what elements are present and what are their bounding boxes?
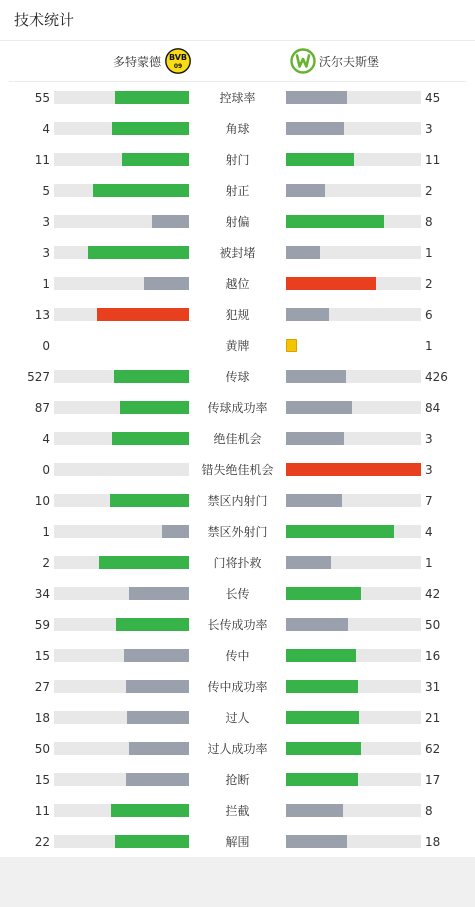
home-value: 50 (34, 742, 50, 756)
home-value: 3 (42, 246, 50, 260)
stat-row (0, 212, 475, 232)
stat-row (0, 398, 475, 418)
home-value: 0 (42, 463, 50, 477)
home-value: 4 (42, 432, 50, 446)
away-bar-fill (286, 711, 359, 724)
home-bar-track (54, 556, 189, 569)
stat-label: 被封堵 (219, 246, 256, 260)
away-bar-fill (286, 835, 347, 848)
away-value: 18 (425, 835, 441, 849)
home-bar-track (54, 184, 189, 197)
home-value: 87 (34, 401, 50, 415)
away-value: 8 (425, 215, 433, 229)
home-bar-track (54, 339, 189, 352)
away-bar-track (286, 339, 421, 352)
stat-row (0, 770, 475, 790)
home-bar-fill (129, 587, 189, 600)
home-bar-fill (115, 835, 189, 848)
home-value: 11 (34, 804, 50, 818)
vfl-wolfsburg-crest-icon (290, 48, 316, 74)
svg-text:BVB: BVB (168, 53, 188, 62)
home-bar-fill (93, 184, 189, 197)
away-bar-fill (286, 494, 342, 507)
stat-row (0, 553, 475, 573)
away-bar-track (286, 742, 421, 755)
stat-label: 抢断 (225, 773, 250, 787)
away-value: 2 (425, 277, 433, 291)
stat-label: 射偏 (225, 215, 250, 229)
away-value: 62 (425, 742, 441, 756)
yellow-card-icon (286, 339, 297, 352)
away-bar-track (286, 556, 421, 569)
stat-row (0, 119, 475, 139)
away-bar-track (286, 804, 421, 817)
home-bar-fill (120, 401, 189, 414)
stat-row (0, 336, 475, 356)
stat-label: 角球 (225, 122, 250, 136)
stat-label: 错失绝佳机会 (201, 463, 274, 477)
stat-row (0, 305, 475, 325)
away-bar-fill (286, 587, 361, 600)
stat-row (0, 832, 475, 852)
home-bar-fill (112, 432, 189, 445)
home-bar-fill (162, 525, 189, 538)
stat-row (0, 274, 475, 294)
stat-label: 黄牌 (225, 339, 250, 353)
away-bar-fill (286, 742, 361, 755)
away-bar-track (286, 525, 421, 538)
stat-label: 禁区外射门 (207, 525, 268, 539)
stat-label: 长传 (225, 587, 250, 601)
away-value: 6 (425, 308, 433, 322)
away-bar-track (286, 494, 421, 507)
away-value: 3 (425, 463, 433, 477)
stat-label: 禁区内射门 (207, 494, 268, 508)
away-bar-fill (286, 122, 344, 135)
away-value: 1 (425, 556, 433, 570)
away-bar-fill (286, 773, 358, 786)
away-value: 8 (425, 804, 433, 818)
away-value: 17 (425, 773, 441, 787)
home-value: 0 (42, 339, 50, 353)
away-bar-track (286, 587, 421, 600)
away-value: 45 (425, 91, 441, 105)
home-value: 1 (42, 277, 50, 291)
home-bar-track (54, 804, 189, 817)
away-bar-track (286, 153, 421, 166)
home-bar-track (54, 463, 189, 476)
home-bar-fill (111, 804, 189, 817)
home-bar-track (54, 494, 189, 507)
away-value: 21 (425, 711, 441, 725)
home-bar-fill (112, 122, 189, 135)
away-bar-track (286, 773, 421, 786)
home-bar-track (54, 742, 189, 755)
home-bar-track (54, 835, 189, 848)
home-value: 22 (34, 835, 50, 849)
away-bar-fill (286, 91, 347, 104)
stat-label: 传球成功率 (207, 401, 268, 415)
home-bar-track (54, 649, 189, 662)
home-value: 1 (42, 525, 50, 539)
home-value: 2 (42, 556, 50, 570)
stat-label: 越位 (225, 277, 250, 291)
home-team[interactable] (113, 48, 191, 74)
away-bar-fill (286, 153, 354, 166)
stat-label: 传中成功率 (207, 680, 268, 694)
home-bar-fill (129, 742, 189, 755)
away-value: 7 (425, 494, 433, 508)
away-bar-track (286, 370, 421, 383)
home-bar-track (54, 773, 189, 786)
home-value: 27 (34, 680, 50, 694)
stat-row (0, 429, 475, 449)
page-title: 技术统计 (0, 0, 475, 41)
away-bar-fill (286, 618, 348, 631)
stat-label: 门将扑救 (213, 556, 262, 570)
home-value: 15 (34, 649, 50, 663)
stat-row (0, 150, 475, 170)
away-value: 42 (425, 587, 441, 601)
away-bar-fill (286, 525, 394, 538)
away-bar-track (286, 215, 421, 228)
home-bar-track (54, 432, 189, 445)
away-bar-fill (286, 215, 384, 228)
home-value: 527 (27, 370, 50, 384)
away-bar-track (286, 401, 421, 414)
stat-row (0, 739, 475, 759)
home-value: 10 (34, 494, 50, 508)
home-bar-fill (97, 308, 189, 321)
away-value: 2 (425, 184, 433, 198)
home-value: 34 (34, 587, 50, 601)
stat-label: 传球 (225, 370, 250, 384)
home-value: 55 (34, 91, 50, 105)
bvb-crest-icon (165, 48, 191, 74)
home-bar-fill (126, 680, 189, 693)
home-team-name: 多特蒙德 (112, 54, 161, 69)
stat-row (0, 801, 475, 821)
stat-row (0, 615, 475, 635)
stat-row (0, 88, 475, 108)
stat-label: 过人 (225, 711, 250, 725)
home-bar-fill (110, 494, 189, 507)
stat-row (0, 367, 475, 387)
stat-label: 绝佳机会 (213, 432, 262, 446)
teams-header (9, 41, 466, 82)
home-bar-track (54, 153, 189, 166)
home-value: 4 (42, 122, 50, 136)
home-bar-track (54, 246, 189, 259)
away-value: 16 (425, 649, 441, 663)
stat-row (0, 460, 475, 480)
away-value: 1 (425, 246, 433, 260)
away-value: 3 (425, 122, 433, 136)
away-value: 11 (425, 153, 441, 167)
home-bar-track (54, 525, 189, 538)
away-bar-track (286, 649, 421, 662)
home-bar-track (54, 370, 189, 383)
home-bar-fill (88, 246, 189, 259)
stat-row (0, 646, 475, 666)
away-value: 4 (425, 525, 433, 539)
away-bar-fill (286, 804, 343, 817)
away-bar-track (286, 432, 421, 445)
stat-row (0, 243, 475, 263)
away-bar-track (286, 184, 421, 197)
home-bar-fill (115, 91, 189, 104)
home-bar-fill (126, 773, 189, 786)
away-bar-fill (286, 246, 320, 259)
away-value: 50 (425, 618, 441, 632)
away-bar-track (286, 308, 421, 321)
home-value: 18 (34, 711, 50, 725)
stat-label: 射正 (225, 184, 250, 198)
stat-row (0, 181, 475, 201)
away-value: 426 (425, 370, 448, 384)
away-team-name: 沃尔夫斯堡 (319, 54, 380, 69)
home-bar-fill (122, 153, 190, 166)
stat-label: 射门 (225, 153, 250, 167)
home-value: 13 (34, 308, 50, 322)
home-bar-track (54, 122, 189, 135)
home-bar-track (54, 711, 189, 724)
home-bar-track (54, 91, 189, 104)
away-bar-fill (286, 184, 325, 197)
home-bar-track (54, 618, 189, 631)
away-bar-fill (286, 277, 376, 290)
home-bar-track (54, 215, 189, 228)
away-bar-track (286, 618, 421, 631)
stat-label: 控球率 (219, 91, 256, 105)
home-bar-fill (99, 556, 189, 569)
away-bar-fill (286, 649, 356, 662)
home-value: 15 (34, 773, 50, 787)
stat-row (0, 491, 475, 511)
away-value: 3 (425, 432, 433, 446)
stat-label: 拦截 (225, 804, 250, 818)
away-bar-fill (286, 401, 352, 414)
home-bar-track (54, 680, 189, 693)
home-bar-track (54, 587, 189, 600)
stat-row (0, 708, 475, 728)
home-value: 11 (34, 153, 50, 167)
away-bar-track (286, 835, 421, 848)
away-bar-fill (286, 308, 329, 321)
home-bar-track (54, 401, 189, 414)
home-bar-track (54, 277, 189, 290)
stat-row (0, 522, 475, 542)
stat-label: 过人成功率 (207, 742, 268, 756)
home-value: 3 (42, 215, 50, 229)
away-value: 84 (425, 401, 441, 415)
stat-row (0, 677, 475, 697)
home-bar-fill (116, 618, 189, 631)
svg-text:09: 09 (173, 63, 183, 70)
home-bar-fill (152, 215, 189, 228)
home-bar-track (54, 308, 189, 321)
home-bar-fill (114, 370, 189, 383)
stat-label: 犯规 (225, 308, 250, 322)
away-bar-fill (286, 556, 331, 569)
away-team[interactable] (290, 48, 379, 74)
stat-label: 解围 (225, 835, 250, 849)
away-bar-fill (286, 370, 346, 383)
away-value: 31 (425, 680, 441, 694)
home-value: 59 (34, 618, 50, 632)
away-bar-fill (286, 680, 358, 693)
away-bar-track (286, 277, 421, 290)
away-bar-fill (286, 432, 344, 445)
away-bar-track (286, 711, 421, 724)
away-bar-track (286, 122, 421, 135)
home-value: 5 (42, 184, 50, 198)
away-bar-track (286, 91, 421, 104)
home-bar-fill (127, 711, 189, 724)
away-value: 1 (425, 339, 433, 353)
stat-label: 长传成功率 (207, 618, 268, 632)
away-bar-track (286, 463, 421, 476)
home-bar-fill (124, 649, 189, 662)
home-bar-fill (144, 277, 189, 290)
away-bar-track (286, 680, 421, 693)
away-bar-track (286, 246, 421, 259)
stat-label: 传中 (225, 649, 250, 663)
away-bar-fill (286, 463, 421, 476)
stat-row (0, 584, 475, 604)
